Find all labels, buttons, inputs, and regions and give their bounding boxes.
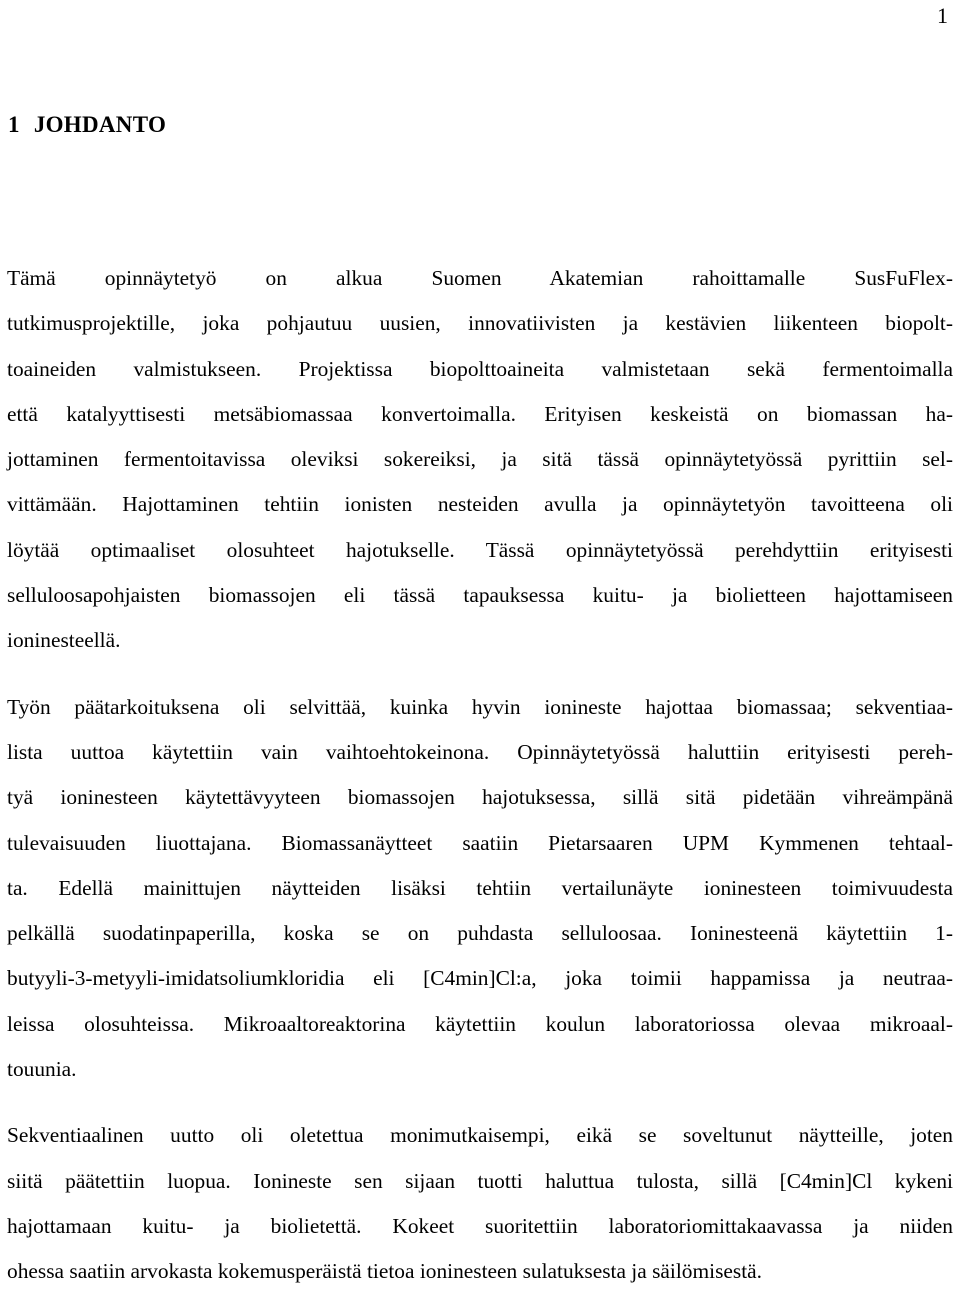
text-line: Sekventiaalinen uutto oli oletettua monimutkaisempi, eikä se soveltunut näytteille, joten bbox=[7, 1123, 953, 1148]
paragraph-3 bbox=[7, 1113, 953, 1294]
paragraph-2 bbox=[7, 685, 953, 1093]
text-line: touunia. bbox=[7, 1057, 77, 1082]
text-line: ioninesteellä. bbox=[7, 628, 121, 653]
body-text bbox=[7, 256, 953, 1316]
text-line: siitä päätettiin luopua. Ionineste sen sijaan tuotti haluttua tulosta, sillä [C4min]Cl kykeni bbox=[7, 1168, 953, 1193]
text-line: pelkällä suodatinpaperilla, koska se on puhdasta selluloosaa. Ioninesteenä käytettiin 1- bbox=[7, 921, 953, 946]
text-line: jottaminen fermentoitavissa oleviksi sokereiksi, ja sitä tässä opinnäytetyössä pyrittiin sel- bbox=[7, 447, 953, 472]
text-line: löytää optimaaliset olosuhteet hajotukselle. Tässä opinnäytetyössä perehdyttiin erityisesti bbox=[7, 537, 953, 562]
text-line: Tämä opinnäytetyö on alkua Suomen Akatemian rahoittamalle SusFuFlex- bbox=[7, 266, 953, 290]
text-line: vittämään. Hajottaminen tehtiin ionisten nesteiden avulla ja opinnäytetyön tavoitteena oli bbox=[7, 492, 953, 517]
text-line: tyä ioninesteen käytettävyyteen biomassojen hajotuksessa, sillä sitä pidetään vihreämpänä bbox=[7, 785, 953, 810]
text-line: Työn päätarkoituksena oli selvittää, kuinka hyvin ionineste hajottaa biomassaa; sekventiaa- bbox=[7, 694, 953, 719]
text-line: butyyli-3-metyyli-imidatsoliumkloridia eli [C4min]Cl:a, joka toimii happamissa ja neutraa- bbox=[7, 966, 953, 991]
text-line: selluloosapohjaisten biomassojen eli tässä tapauksessa kuitu- ja biolietteen hajottamiseen bbox=[7, 583, 953, 608]
text-line: toaineiden valmistukseen. Projektissa biopolttoaineita valmistetaan sekä fermentoimalla bbox=[7, 356, 953, 381]
section-number: 1 bbox=[8, 112, 20, 137]
text-line: leissa olosuhteissa. Mikroaaltoreaktorina käytettiin koulun laboratoriossa olevaa mikroaal- bbox=[7, 1011, 953, 1036]
paragraph-1 bbox=[7, 256, 953, 664]
text-line: hajottamaan kuitu- ja biolietettä. Kokeet suoritettiin laboratoriomittakaavassa ja niiden bbox=[7, 1213, 953, 1238]
text-line: ta. Edellä mainittujen näytteiden lisäksi tehtiin vertailunäyte ioninesteen toimivuudesta bbox=[7, 875, 953, 900]
text-line: ohessa saatiin arvokasta kokemusperäistä tietoa ioninesteen sulatuksesta ja säilömisestä. bbox=[7, 1259, 763, 1284]
section-heading bbox=[8, 110, 166, 140]
text-line: tulevaisuuden liuottajana. Biomassanäytteet saatiin Pietarsaaren UPM Kymmenen tehtaal- bbox=[7, 830, 953, 855]
text-line: lista uuttoa käytettiin vain vaihtoehtokeinona. Opinnäytetyössä haluttiin erityisesti pereh- bbox=[7, 739, 953, 764]
section-title: JOHDANTO bbox=[33, 112, 167, 137]
text-line: tutkimusprojektille, joka pohjautuu uusien, innovatiivisten ja kestävien liikenteen biopolt- bbox=[7, 311, 953, 336]
page-number: 1 bbox=[937, 3, 948, 28]
text-line: että katalyyttisesti metsäbiomassaa konvertoimalla. Erityisen keskeistä on biomassan ha- bbox=[7, 401, 953, 426]
